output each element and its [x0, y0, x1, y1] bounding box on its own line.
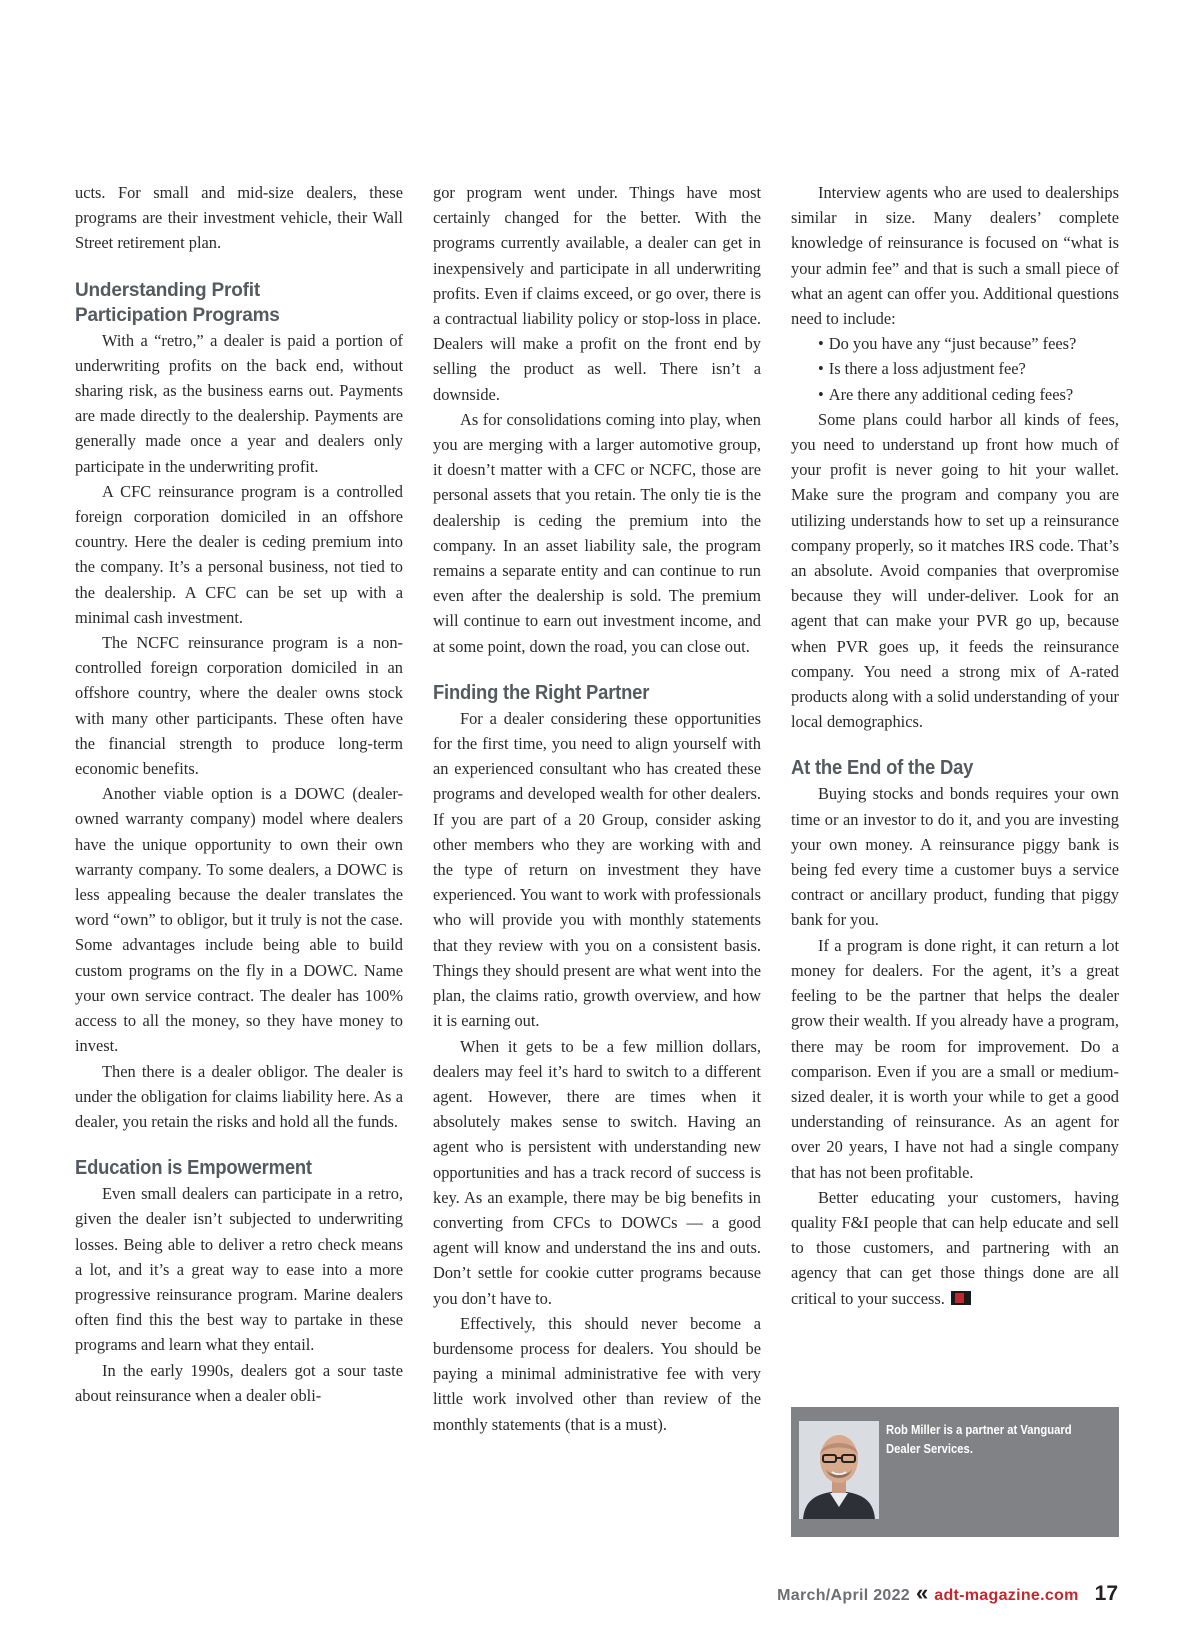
paragraph: For a dealer considering these opportunities for the first time, you need to align yourself with an experienced consultant who has created these programs and developed wealth for other dealers. If you are part of a 20 Group, consider asking other members who they are working with and the type of return on investment they have experienced. You want to work with professionals who will provide you with monthly statements that they review with you on a consistent basis. Things they should present are what went into the plan, the claims ratio, growth overview, and how it is earning out. [433, 708, 761, 1031]
paragraph: A CFC reinsurance program is a controlled foreign corporation domiciled in an offshore country. Here the dealer is ceding premium into the company. It’s a personal business, not tied to the dealership. A CFC can be set up with a minimal cash investment. [75, 481, 403, 627]
adt-end-mark-icon [951, 1291, 971, 1305]
article-column-2 [433, 180, 761, 1437]
paragraph: Then there is a dealer obligor. The dealer is under the obligation for claims liability here. As a dealer, you retain the risks and hold all the funds. [75, 1061, 403, 1131]
footer-separator-icon: « [916, 1580, 929, 1605]
paragraph: Interview agents who are used to dealerships similar in size. Many dealers’ complete knowledge of reinsurance is focused on “what is your admin fee” and that is such a small piece of what an agent can offer you. Additional questions need to include: [791, 183, 1119, 329]
author-bio-text: Rob Miller is a partner at Vanguard Dealer Services. [886, 1423, 1072, 1456]
paragraph: Another viable option is a DOWC (dealer-owned warranty company) model where dealers have the unique opportunity to own their own warranty company. To some dealers, a DOWC is less appealing because the dealer translates the word “own” to obligor, but it truly is not the case. Some advantages include being able to build custom programs on the fly in a DOWC. Name your own service contract. The dealer has 100% access to all the money, so they have money to invest. [75, 784, 403, 1056]
paragraph: In the early 1990s, dealers got a sour taste about reinsurance when a dealer obli- [75, 1360, 403, 1405]
paragraph: Buying stocks and bonds requires your own time or an investor to do it, and you are investing your own money. A reinsurance piggy bank is being fed every time a customer buys a service contract or ancillary product, funding that piggy bank for you. [791, 784, 1119, 930]
paragraph: With a “retro,” a dealer is paid a portion of underwriting profits on the back end, without sharing risk, as the business earns out. Payments are made directly to the dealership. Payments are generally made once a year and dealers only participate in the underwriting profit. [75, 330, 403, 476]
author-bio-box [791, 1407, 1119, 1537]
final-paragraph-text: Better educating your customers, having quality F&I people that can help educate and sell to those customers, and partnering with an agency that can get those things done are all critical to your success. [791, 1187, 1119, 1308]
paragraph: ucts. For small and mid-size dealers, these programs are their investment vehicle, their Wall Street retirement plan. [75, 183, 403, 253]
paragraph: When it gets to be a few million dollars, dealers may feel it’s hard to switch to a different agent. However, there are times when it absolutely makes sense to switch. Having an agent who is persistent with understanding new opportunities and has a track record of success is key. As an example, there may be big benefits in converting from CFCs to DOWCs — a good agent will know and understand the ins and outs. Don’t settle for cookie cutter programs because you don’t have to. [433, 1036, 761, 1308]
page-number: 17 [1094, 1582, 1118, 1605]
paragraph: Even small dealers can participate in a retro, given the dealer isn’t subjected to underwriting losses. Being able to deliver a retro check means a lot, and it’s a great way to ease into a more progressive reinsurance program. Marine dealers often find this the best way to partake in these programs and learn what they entail. [75, 1184, 403, 1355]
author-photo [799, 1421, 879, 1519]
site-url: adt-magazine.com [934, 1587, 1079, 1604]
paragraph: If a program is done right, it can return a lot money for dealers. For the agent, it’s a great feeling to be the partner that helps the dealer grow their wealth. If you already have a program, there may be room for improvement. Do a comparison. Even if you are a small or medium-sized dealer, it is worth your while to get a good understanding of reinsurance. As an agent for over 20 years, I have not had a single company that has not been profitable. [791, 935, 1119, 1182]
list-item: • Do you have any “just because” fees? [818, 331, 1119, 356]
section-heading: At the End of the Day [791, 757, 974, 780]
paragraph: The NCFC reinsurance program is a non-controlled foreign corporation domiciled in an offshore country, where the dealer owns stock with many other participants. These often have the financial strength to produce long-term economic benefits. [75, 633, 403, 779]
paragraph: Some plans could harbor all kinds of fees, you need to understand up front how much of your profit is never going to hit your wallet. Make sure the program and company you are utilizing understands how to set up a reinsurance company properly, so it matches IRS code. That’s an absolute. Avoid companies that overpromise because they will under-deliver. Look for an agent that can make your PVR go up, because when PVR goes up, it feeds the reinsurance company. You need a strong mix of A-rated products along with a solid understanding of your local demographics. [791, 409, 1119, 732]
paragraph: As for consolidations coming into play, when you are merging with a larger automotive group, it doesn’t matter with a CFC or NCFC, those are personal assets that you retain. The only tie is the dealership is ceding the premium into the company. In an asset liability sale, the program remains a separate entity and can continue to run even after the dealership is sold. The premium will continue to earn out investment income, and at some point, down the road, you can close out. [433, 409, 761, 656]
paragraph: Effectively, this should never become a burdensome process for dealers. You should be paying a minimal administrative fee with very little work involved other than review of the monthly statements (that is a must). [433, 1313, 761, 1434]
page-footer [777, 1580, 1118, 1606]
article-column-1 [75, 180, 403, 1408]
list-item: • Are there any additional ceding fees? [818, 382, 1119, 407]
author-portrait-icon [799, 1421, 879, 1519]
question-list [791, 331, 1119, 407]
section-heading: Understanding Profit Participation Programs [75, 279, 280, 326]
issue-date: March/April 2022 [777, 1587, 910, 1604]
paragraph-final [791, 1185, 1119, 1311]
section-heading: Education is Empowerment [75, 1157, 312, 1180]
section-heading: Finding the Right Partner [433, 681, 650, 704]
article-column-3 [791, 180, 1119, 1311]
paragraph: gor program went under. Things have most certainly changed for the better. With the programs currently available, a dealer can get in inexpensively and participate in all underwriting profits. Even if claims exceed, or go over, there is a contractual liability policy or stop-loss in place. Dealers will make a profit on the front end by selling the product as well. There isn’t a downside. [433, 183, 761, 404]
list-item: • Is there a loss adjustment fee? [818, 356, 1119, 381]
